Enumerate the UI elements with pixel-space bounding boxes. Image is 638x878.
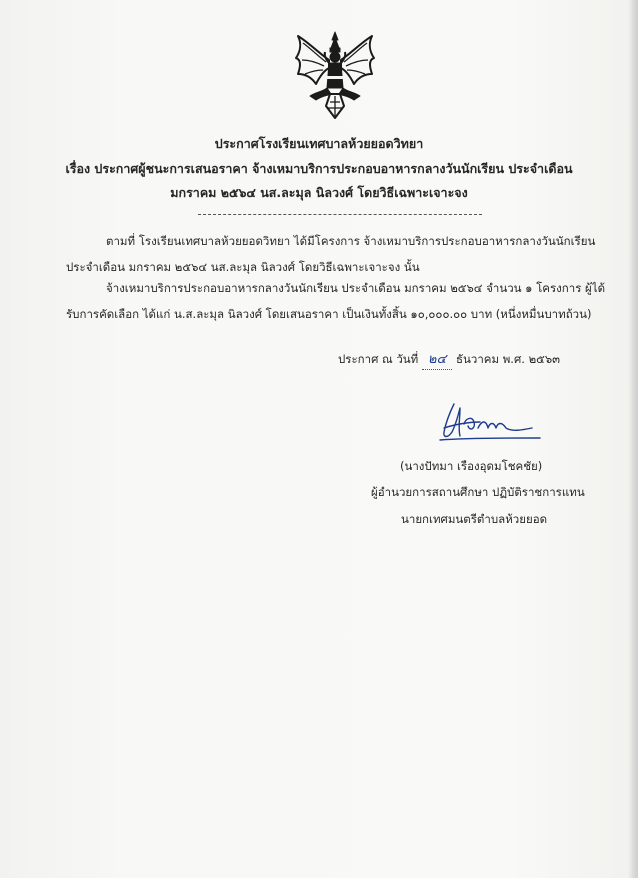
dateline [338, 348, 560, 370]
dashed-divider [198, 214, 482, 215]
signatory-name: (นางปัทมา เรืองอุดมโชคชัย) [400, 459, 543, 473]
subject-line-1: เรื่อง ประกาศผู้ชนะการเสนอราคา จ้างเหมาบริการประกอบอาหารกลางวันนักเรียน ประจำเดือน [65, 161, 573, 176]
dateline-prefix: ประกาศ ณ วันที่ [338, 352, 419, 366]
announcement-title: ประกาศโรงเรียนเทศบาลห้วยยอดวิทยา [214, 136, 424, 151]
paragraph-1-line-2: ประจำเดือน มกราคม ๒๕๖๔ นส.ละมุล นิลวงศ์ โดยวิธีเฉพาะเจาะจง นั้น [66, 260, 420, 274]
signatory-position-1: ผู้อำนวยการสถานศึกษา ปฏิบัติราชการแทน [371, 485, 585, 499]
dateline-day: ๒๔ [427, 352, 447, 367]
garuda-emblem-icon [292, 30, 378, 122]
paragraph-2-line-1: จ้างเหมาบริการประกอบอาหารกลางวันนักเรียน ประจำเดือน มกราคม ๒๕๖๔ จำนวน ๑ โครงการ ผู้ได้ [106, 281, 606, 295]
signatory-position-2: นายกเทศมนตรีตำบลห้วยยอด [401, 512, 548, 526]
paragraph-1-line-1: ตามที่ โรงเรียนเทศบาลห้วยยอดวิทยา ได้มีโครงการ จ้างเหมาบริการประกอบอาหารกลางวันนักเรียน [106, 234, 596, 248]
dateline-day-blank [422, 348, 452, 370]
dateline-month-year: ธันวาคม พ.ศ. ๒๕๖๓ [456, 352, 561, 366]
handwritten-signature [436, 398, 546, 448]
page-shadow [628, 0, 638, 878]
subject-line-2: มกราคม ๒๕๖๔ นส.ละมุล นิลวงศ์ โดยวิธีเฉพาะเจาะจง [170, 185, 468, 200]
paragraph-2-line-2: รับการคัดเลือก ได้แก่ น.ส.ละมุล นิลวงศ์ โดยเสนอราคา เป็นเงินทั้งสิ้น ๑๐,๐๐๐.๐๐ บาท (หนึ่งหมื่นบาทถ้วน) [66, 307, 592, 321]
